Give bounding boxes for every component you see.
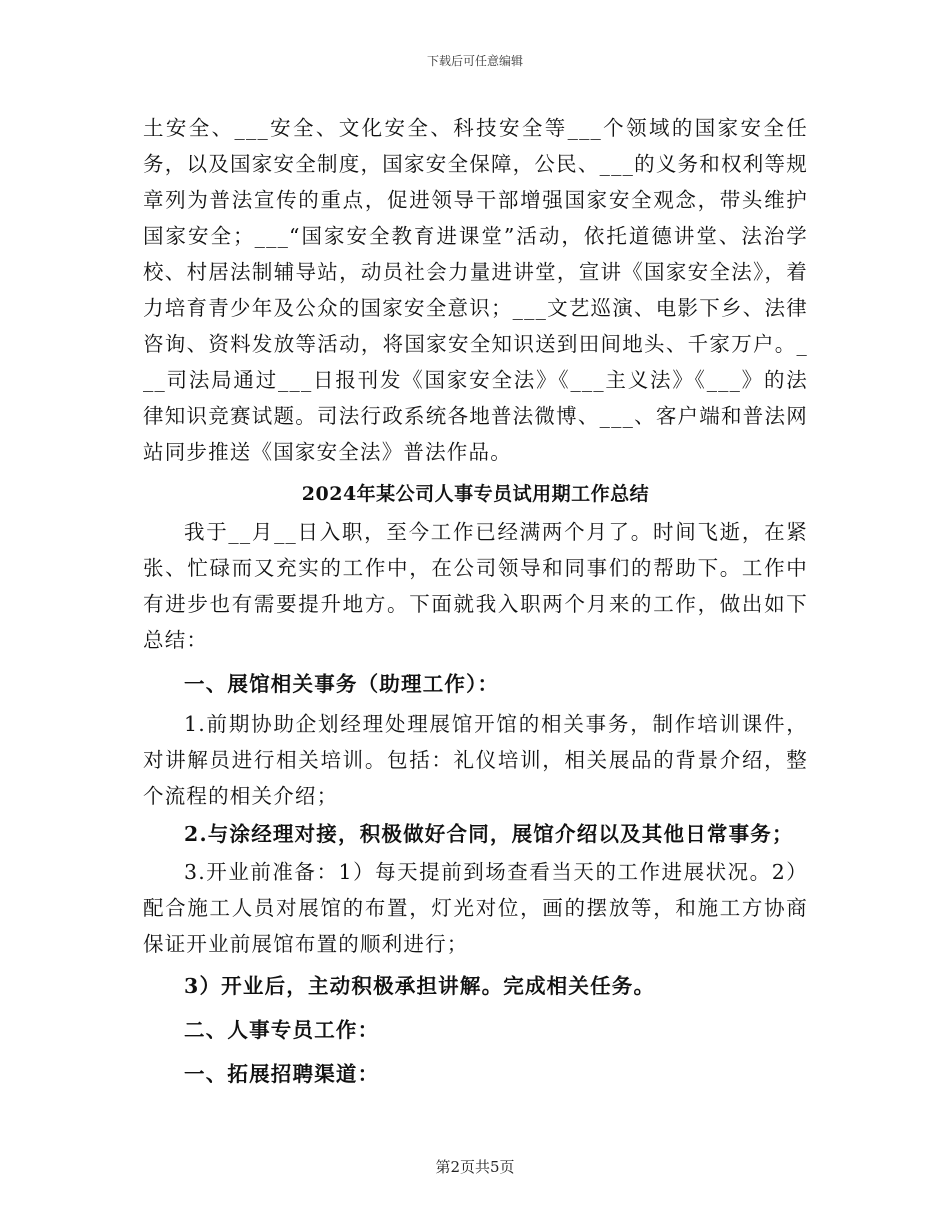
document-title: 2024年某公司人事专员试用期工作总结 bbox=[301, 483, 650, 505]
list-item-2: 2.与涂经理对接，积极做好合同，展馆介绍以及其他日常事务； bbox=[184, 822, 794, 846]
document-body bbox=[143, 110, 808, 1096]
sub-heading-recruitment: 一、拓展招聘渠道： bbox=[184, 1062, 380, 1086]
intro-paragraph: 我于__月__日入职，至今工作已经满两个月了。时间飞逝，在紧张、忙碌而又充实的工作中，在公司领导和同事们的帮助下。工作中有进步也有需要提升地方。下面就我入职两个月来的工作，做出如下总结： bbox=[143, 520, 808, 652]
list-item-4: 3）开业后，主动积极承担讲解。完成相关任务。 bbox=[184, 974, 656, 998]
page-header: 下载后可任意编辑 bbox=[426, 54, 523, 68]
list-item-1: 1.前期协助企划经理处理展馆开馆的相关事务，制作培训课件，对讲解员进行相关培训。包括：礼仪培训，相关展品的背景介绍，整个流程的相关介绍； bbox=[143, 712, 808, 808]
list-item-3: 3.开业前准备：1）每天提前到场查看当天的工作进展状况。2）配合施工人员对展馆的布置，灯光对位，画的摆放等，和施工方协商保证开业前展馆布置的顺利进行； bbox=[143, 860, 808, 956]
paragraph-previous-continued: 土安全、___安全、文化安全、科技安全等___个领域的国家安全任务，以及国家安全制度，国家安全保障，公民、___的义务和权利等规章列为普法宣传的重点，促进领导干部增强国家安全观念，带头维护国家安全；___“国家安全教育进课堂”活动，依托道德讲堂、法治学校、村居法制辅导站，动员社会力量进讲堂，宣讲《国家安全法》，着力培育青少年及公众的国家安全意识；___文艺巡演、电影下乡、法律咨询、资料发放等活动，将国家安全知识送到田间地头、千家万户。___司法局通过___日报刊发《国家安全法》《___主义法》《___》的法律知识竞赛试题。司法行政系统各地普法微博、___、客户端和普法网站同步推送《国家安全法》普法作品。 bbox=[143, 116, 808, 464]
section-heading-hr: 二、人事专员工作： bbox=[184, 1018, 380, 1042]
section-heading-exhibition: 一、展馆相关事务（助理工作）： bbox=[184, 672, 500, 696]
page-footer: 第2页共5页 bbox=[435, 1158, 515, 1176]
